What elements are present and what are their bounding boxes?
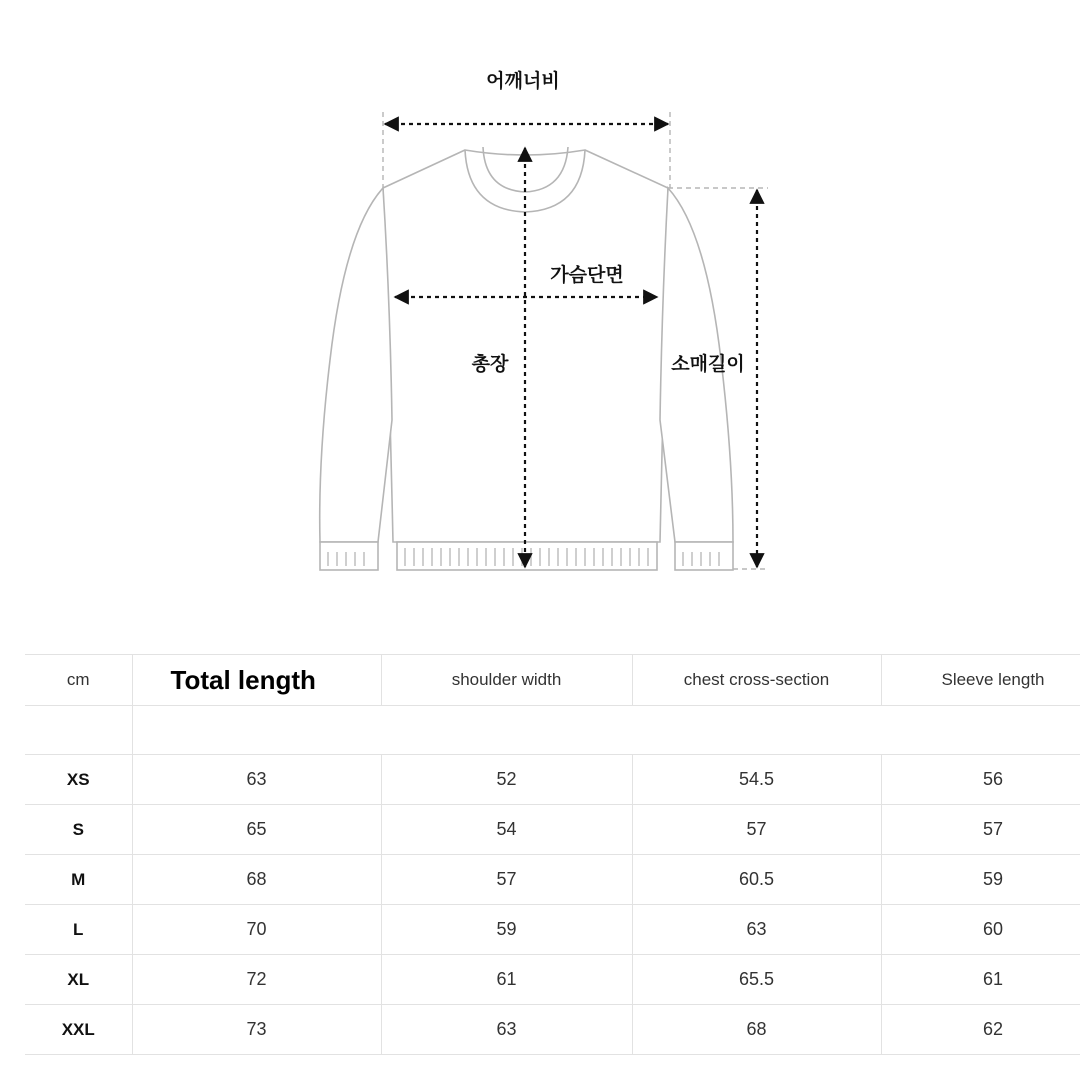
- header-chest-cross-section: chest cross-section: [632, 655, 881, 706]
- table-header-row: [25, 655, 1080, 706]
- value-cell: 63: [132, 755, 381, 805]
- table-row: [25, 855, 1080, 905]
- value-cell: 61: [381, 955, 632, 1005]
- size-cell: M: [25, 855, 132, 905]
- value-cell: 59: [881, 855, 1080, 905]
- value-cell: 65.5: [632, 955, 881, 1005]
- value-cell: 56: [881, 755, 1080, 805]
- shoulder-label: 어깨너비: [486, 70, 560, 92]
- value-cell: 54: [381, 805, 632, 855]
- sleeve-label: 소매길이: [671, 353, 745, 375]
- size-cell: L: [25, 905, 132, 955]
- header-total-length: Total length: [132, 655, 381, 706]
- value-cell: 62: [881, 1005, 1080, 1055]
- value-cell: 68: [132, 855, 381, 905]
- value-cell: 57: [632, 805, 881, 855]
- value-cell: 61: [881, 955, 1080, 1005]
- blank-cell: [881, 706, 1080, 755]
- blank-cell: [632, 706, 881, 755]
- table-row: [25, 1005, 1080, 1055]
- value-cell: 57: [881, 805, 1080, 855]
- value-cell: 59: [381, 905, 632, 955]
- chest-label: 가슴단면: [550, 264, 624, 286]
- value-cell: 63: [632, 905, 881, 955]
- table-row: [25, 755, 1080, 805]
- table-row: [25, 805, 1080, 855]
- value-cell: 57: [381, 855, 632, 905]
- value-cell: 63: [381, 1005, 632, 1055]
- size-table: [25, 654, 1080, 1055]
- size-cell: S: [25, 805, 132, 855]
- header-shoulder-width: shoulder width: [381, 655, 632, 706]
- value-cell: 70: [132, 905, 381, 955]
- value-cell: 54.5: [632, 755, 881, 805]
- blank-cell: [381, 706, 632, 755]
- table-row: [25, 955, 1080, 1005]
- size-cell: XXL: [25, 1005, 132, 1055]
- blank-row: [25, 706, 1080, 755]
- size-cell: XL: [25, 955, 132, 1005]
- table-row: [25, 905, 1080, 955]
- value-cell: 72: [132, 955, 381, 1005]
- total-length-label: 총장: [471, 353, 509, 375]
- size-table-container: [25, 654, 1080, 1055]
- blank-cell: [132, 706, 381, 755]
- value-cell: 60.5: [632, 855, 881, 905]
- blank-cell: [25, 706, 132, 755]
- value-cell: 65: [132, 805, 381, 855]
- value-cell: 60: [881, 905, 1080, 955]
- value-cell: 73: [132, 1005, 381, 1055]
- header-sleeve-length: Sleeve length: [881, 655, 1080, 706]
- header-unit: cm: [25, 655, 132, 706]
- value-cell: 52: [381, 755, 632, 805]
- value-cell: 68: [632, 1005, 881, 1055]
- size-cell: XS: [25, 755, 132, 805]
